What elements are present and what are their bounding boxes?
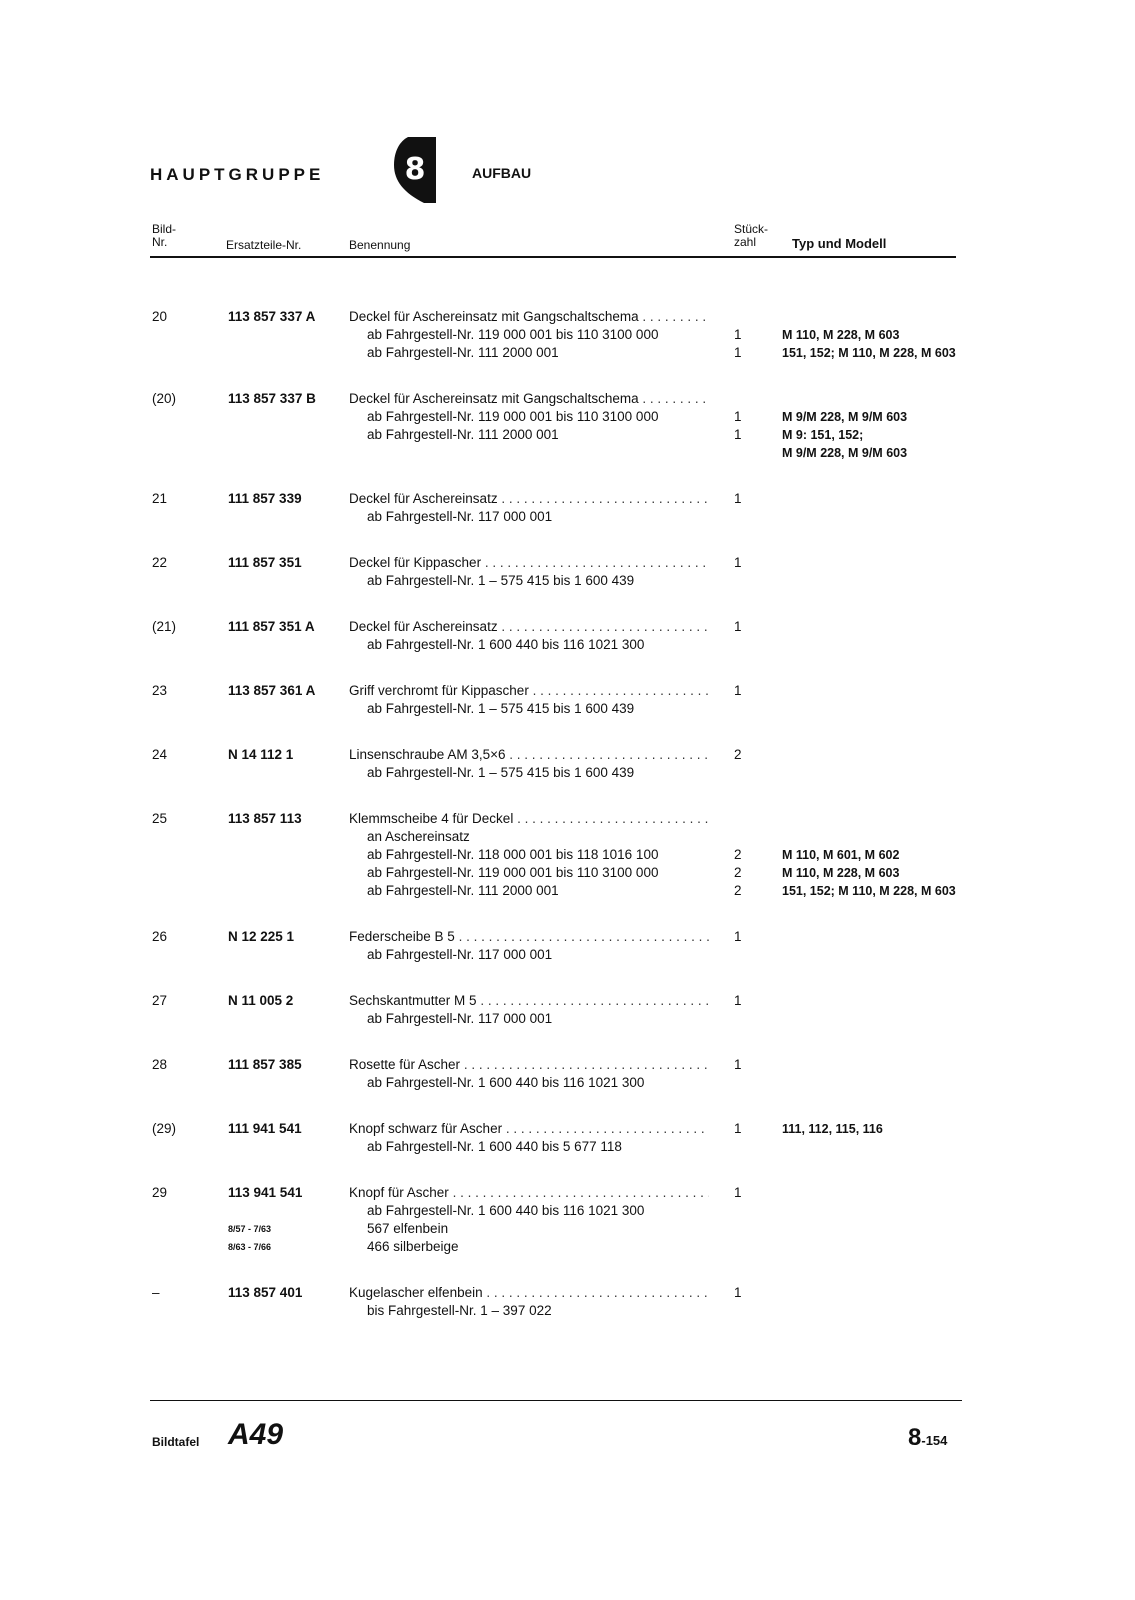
row-line <box>152 1056 992 1074</box>
description: ab Fahrgestell-Nr. 1 600 440 bis 116 1021 300 <box>367 1075 645 1090</box>
bild-number: 26 <box>152 929 168 944</box>
description: ab Fahrgestell-Nr. 117 000 001 <box>367 509 553 524</box>
table-row <box>152 928 992 964</box>
bild-number: (21) <box>152 619 177 634</box>
section-title: AUFBAU <box>472 165 532 181</box>
table-row <box>152 390 992 462</box>
description: ab Fahrgestell-Nr. 117 000 001 <box>367 1011 553 1026</box>
row-line <box>152 1238 992 1256</box>
table-row <box>152 1184 992 1256</box>
group-number-badge <box>394 137 436 203</box>
date-range-note: 8/57 - 7/63 <box>228 1224 272 1234</box>
description: ab Fahrgestell-Nr. 119 000 001 bis 110 3100 000 <box>367 409 659 424</box>
part-number: 113 941 541 <box>228 1185 303 1200</box>
description: Deckel für Aschereinsatz mit Gangschaltschema . . . <box>349 390 709 408</box>
group-number: 8 <box>404 152 426 187</box>
description: ab Fahrgestell-Nr. 1 – 575 415 bis 1 600 439 <box>367 573 635 588</box>
description: Knopf für Ascher . . . <box>349 1184 709 1202</box>
quantity: 1 <box>734 555 742 570</box>
row-line <box>152 882 992 900</box>
column-header-benennung: Benennung <box>349 238 411 252</box>
row-line <box>152 554 992 572</box>
description: Knopf schwarz für Ascher . . . <box>349 1120 709 1138</box>
page-header <box>150 135 970 215</box>
row-line <box>152 700 992 718</box>
row-line <box>152 490 992 508</box>
description: ab Fahrgestell-Nr. 1 – 575 415 bis 1 600 439 <box>367 765 635 780</box>
quantity: 2 <box>734 865 742 880</box>
quantity: 1 <box>734 1185 742 1200</box>
model-info: 111, 112, 115, 116 <box>782 1122 883 1136</box>
row-line <box>152 344 992 362</box>
bild-number: 28 <box>152 1057 168 1072</box>
description: ab Fahrgestell-Nr. 1 – 575 415 bis 1 600 439 <box>367 701 635 716</box>
row-line <box>152 1302 992 1320</box>
part-number: N 11 005 2 <box>228 993 294 1008</box>
model-info: 151, 152; M 110, M 228, M 603 <box>782 346 956 360</box>
table-row <box>152 746 992 782</box>
quantity: 2 <box>734 883 742 898</box>
description: ab Fahrgestell-Nr. 1 600 440 bis 5 677 118 <box>367 1139 622 1154</box>
row-line <box>152 1120 992 1138</box>
table-row <box>152 682 992 718</box>
description: an Aschereinsatz <box>367 829 470 844</box>
description: Klemmscheibe 4 für Deckel . . . <box>349 810 709 828</box>
parts-table <box>152 308 992 1348</box>
table-row <box>152 554 992 590</box>
model-info: 151, 152; M 110, M 228, M 603 <box>782 884 956 898</box>
row-line <box>152 636 992 654</box>
row-line <box>152 1074 992 1092</box>
row-line <box>152 618 992 636</box>
table-row <box>152 1056 992 1092</box>
part-number: 111 857 339 <box>228 491 302 506</box>
row-line <box>152 682 992 700</box>
row-line <box>152 408 992 426</box>
bild-number: 29 <box>152 1185 168 1200</box>
part-number: N 12 225 1 <box>228 929 295 944</box>
description: ab Fahrgestell-Nr. 111 2000 001 <box>367 883 559 898</box>
row-line <box>152 928 992 946</box>
row-line <box>152 1284 992 1302</box>
description: Sechskantmutter M 5 . . . <box>349 992 709 1010</box>
description: Federscheibe B 5 . . . <box>349 928 709 946</box>
column-header-bild: Bild- Nr. <box>152 222 177 249</box>
bild-number: 23 <box>152 683 168 698</box>
quantity: 1 <box>734 1057 742 1072</box>
bild-number: (29) <box>152 1121 177 1136</box>
table-row <box>152 490 992 526</box>
part-number: 113 857 337 A <box>228 309 316 324</box>
date-range-note: 8/63 - 7/66 <box>228 1242 272 1252</box>
row-line <box>152 1184 992 1202</box>
row-line <box>152 864 992 882</box>
model-info: M 9: 151, 152; <box>782 428 864 442</box>
description: ab Fahrgestell-Nr. 111 2000 001 <box>367 427 559 442</box>
quantity: 1 <box>734 993 742 1008</box>
page-major: 8 <box>908 1424 922 1451</box>
description: Kugelascher elfenbein . . . <box>349 1284 709 1302</box>
description: Rosette für Ascher . . . <box>349 1056 709 1074</box>
table-row <box>152 992 992 1028</box>
footer-rule <box>150 1400 962 1401</box>
description: Griff verchromt für Kippascher . . . <box>349 682 709 700</box>
table-row <box>152 618 992 654</box>
quantity: 2 <box>734 847 742 862</box>
quantity: 1 <box>734 427 742 442</box>
row-line <box>152 1010 992 1028</box>
column-header-ersatzteil: Ersatzteile-Nr. <box>226 238 302 252</box>
bild-number: – <box>152 1285 160 1300</box>
model-info: M 110, M 601, M 602 <box>782 848 900 862</box>
part-number: N 14 112 1 <box>228 747 294 762</box>
table-row <box>152 1120 992 1156</box>
column-header-stueck: Stück- zahl <box>734 222 769 249</box>
group-label: HAUPTGRUPPE <box>150 165 325 184</box>
description: ab Fahrgestell-Nr. 1 600 440 bis 116 1021 300 <box>367 1203 645 1218</box>
quantity: 1 <box>734 1121 742 1136</box>
model-info: M 9/M 228, M 9/M 603 <box>782 446 908 460</box>
part-number: 111 941 541 <box>228 1121 302 1136</box>
row-line <box>152 1138 992 1156</box>
part-number: 113 857 401 <box>228 1285 303 1300</box>
description: Deckel für Kippascher . . . <box>349 554 709 572</box>
plate-number: A49 <box>228 1418 284 1451</box>
description: 466 silberbeige <box>367 1239 459 1254</box>
row-line <box>152 746 992 764</box>
row-line <box>152 810 992 828</box>
row-line <box>152 572 992 590</box>
part-number: 113 857 361 A <box>228 683 316 698</box>
bild-number: 25 <box>152 811 168 826</box>
quantity: 1 <box>734 1285 742 1300</box>
row-line <box>152 1220 992 1238</box>
bild-number: 21 <box>152 491 168 506</box>
row-line <box>152 326 992 344</box>
bild-number: 24 <box>152 747 168 762</box>
column-header-typ: Typ und Modell <box>792 236 887 251</box>
table-row <box>152 1284 992 1320</box>
description: ab Fahrgestell-Nr. 119 000 001 bis 110 3100 000 <box>367 865 659 880</box>
page-number <box>908 1424 947 1452</box>
model-info: M 9/M 228, M 9/M 603 <box>782 410 908 424</box>
description: Deckel für Aschereinsatz . . . <box>349 490 709 508</box>
bild-number: 22 <box>152 555 168 570</box>
description: Linsenschraube AM 3,5×6 . . . <box>349 746 709 764</box>
row-line <box>152 308 992 326</box>
description: bis Fahrgestell-Nr. 1 – 397 022 <box>367 1303 552 1318</box>
row-line <box>152 508 992 526</box>
bild-number: 27 <box>152 993 168 1008</box>
row-line <box>152 946 992 964</box>
description: ab Fahrgestell-Nr. 1 600 440 bis 116 1021 300 <box>367 637 645 652</box>
quantity: 1 <box>734 327 742 342</box>
quantity: 1 <box>734 491 742 506</box>
bild-number: (20) <box>152 391 177 406</box>
quantity: 1 <box>734 619 742 634</box>
description: Deckel für Aschereinsatz mit Gangschaltschema . . . <box>349 308 709 326</box>
table-row <box>152 308 992 362</box>
quantity: 1 <box>734 929 742 944</box>
header-rule <box>150 256 956 258</box>
description: ab Fahrgestell-Nr. 117 000 001 <box>367 947 553 962</box>
row-line <box>152 390 992 408</box>
table-row <box>152 810 992 900</box>
row-line <box>152 426 992 444</box>
model-info: M 110, M 228, M 603 <box>782 328 900 342</box>
row-line <box>152 992 992 1010</box>
quantity: 1 <box>734 345 742 360</box>
description: 567 elfenbein <box>367 1221 449 1236</box>
part-number: 113 857 337 B <box>228 391 316 406</box>
description: Deckel für Aschereinsatz . . . <box>349 618 709 636</box>
row-line <box>152 1202 992 1220</box>
page-minor: -154 <box>921 1433 948 1448</box>
quantity: 1 <box>734 683 742 698</box>
row-line <box>152 828 992 846</box>
part-number: 111 857 351 <box>228 555 302 570</box>
part-number: 113 857 113 <box>228 811 302 826</box>
part-number: 111 857 385 <box>228 1057 302 1072</box>
row-line <box>152 444 992 462</box>
description: ab Fahrgestell-Nr. 118 000 001 bis 118 1016 100 <box>367 847 659 862</box>
row-line <box>152 764 992 782</box>
description: ab Fahrgestell-Nr. 119 000 001 bis 110 3100 000 <box>367 327 659 342</box>
bild-number: 20 <box>152 309 168 324</box>
description: ab Fahrgestell-Nr. 111 2000 001 <box>367 345 559 360</box>
model-info: M 110, M 228, M 603 <box>782 866 900 880</box>
footer-label: Bildtafel <box>152 1435 200 1449</box>
row-line <box>152 846 992 864</box>
quantity: 1 <box>734 409 742 424</box>
quantity: 2 <box>734 747 742 762</box>
part-number: 111 857 351 A <box>228 619 315 634</box>
